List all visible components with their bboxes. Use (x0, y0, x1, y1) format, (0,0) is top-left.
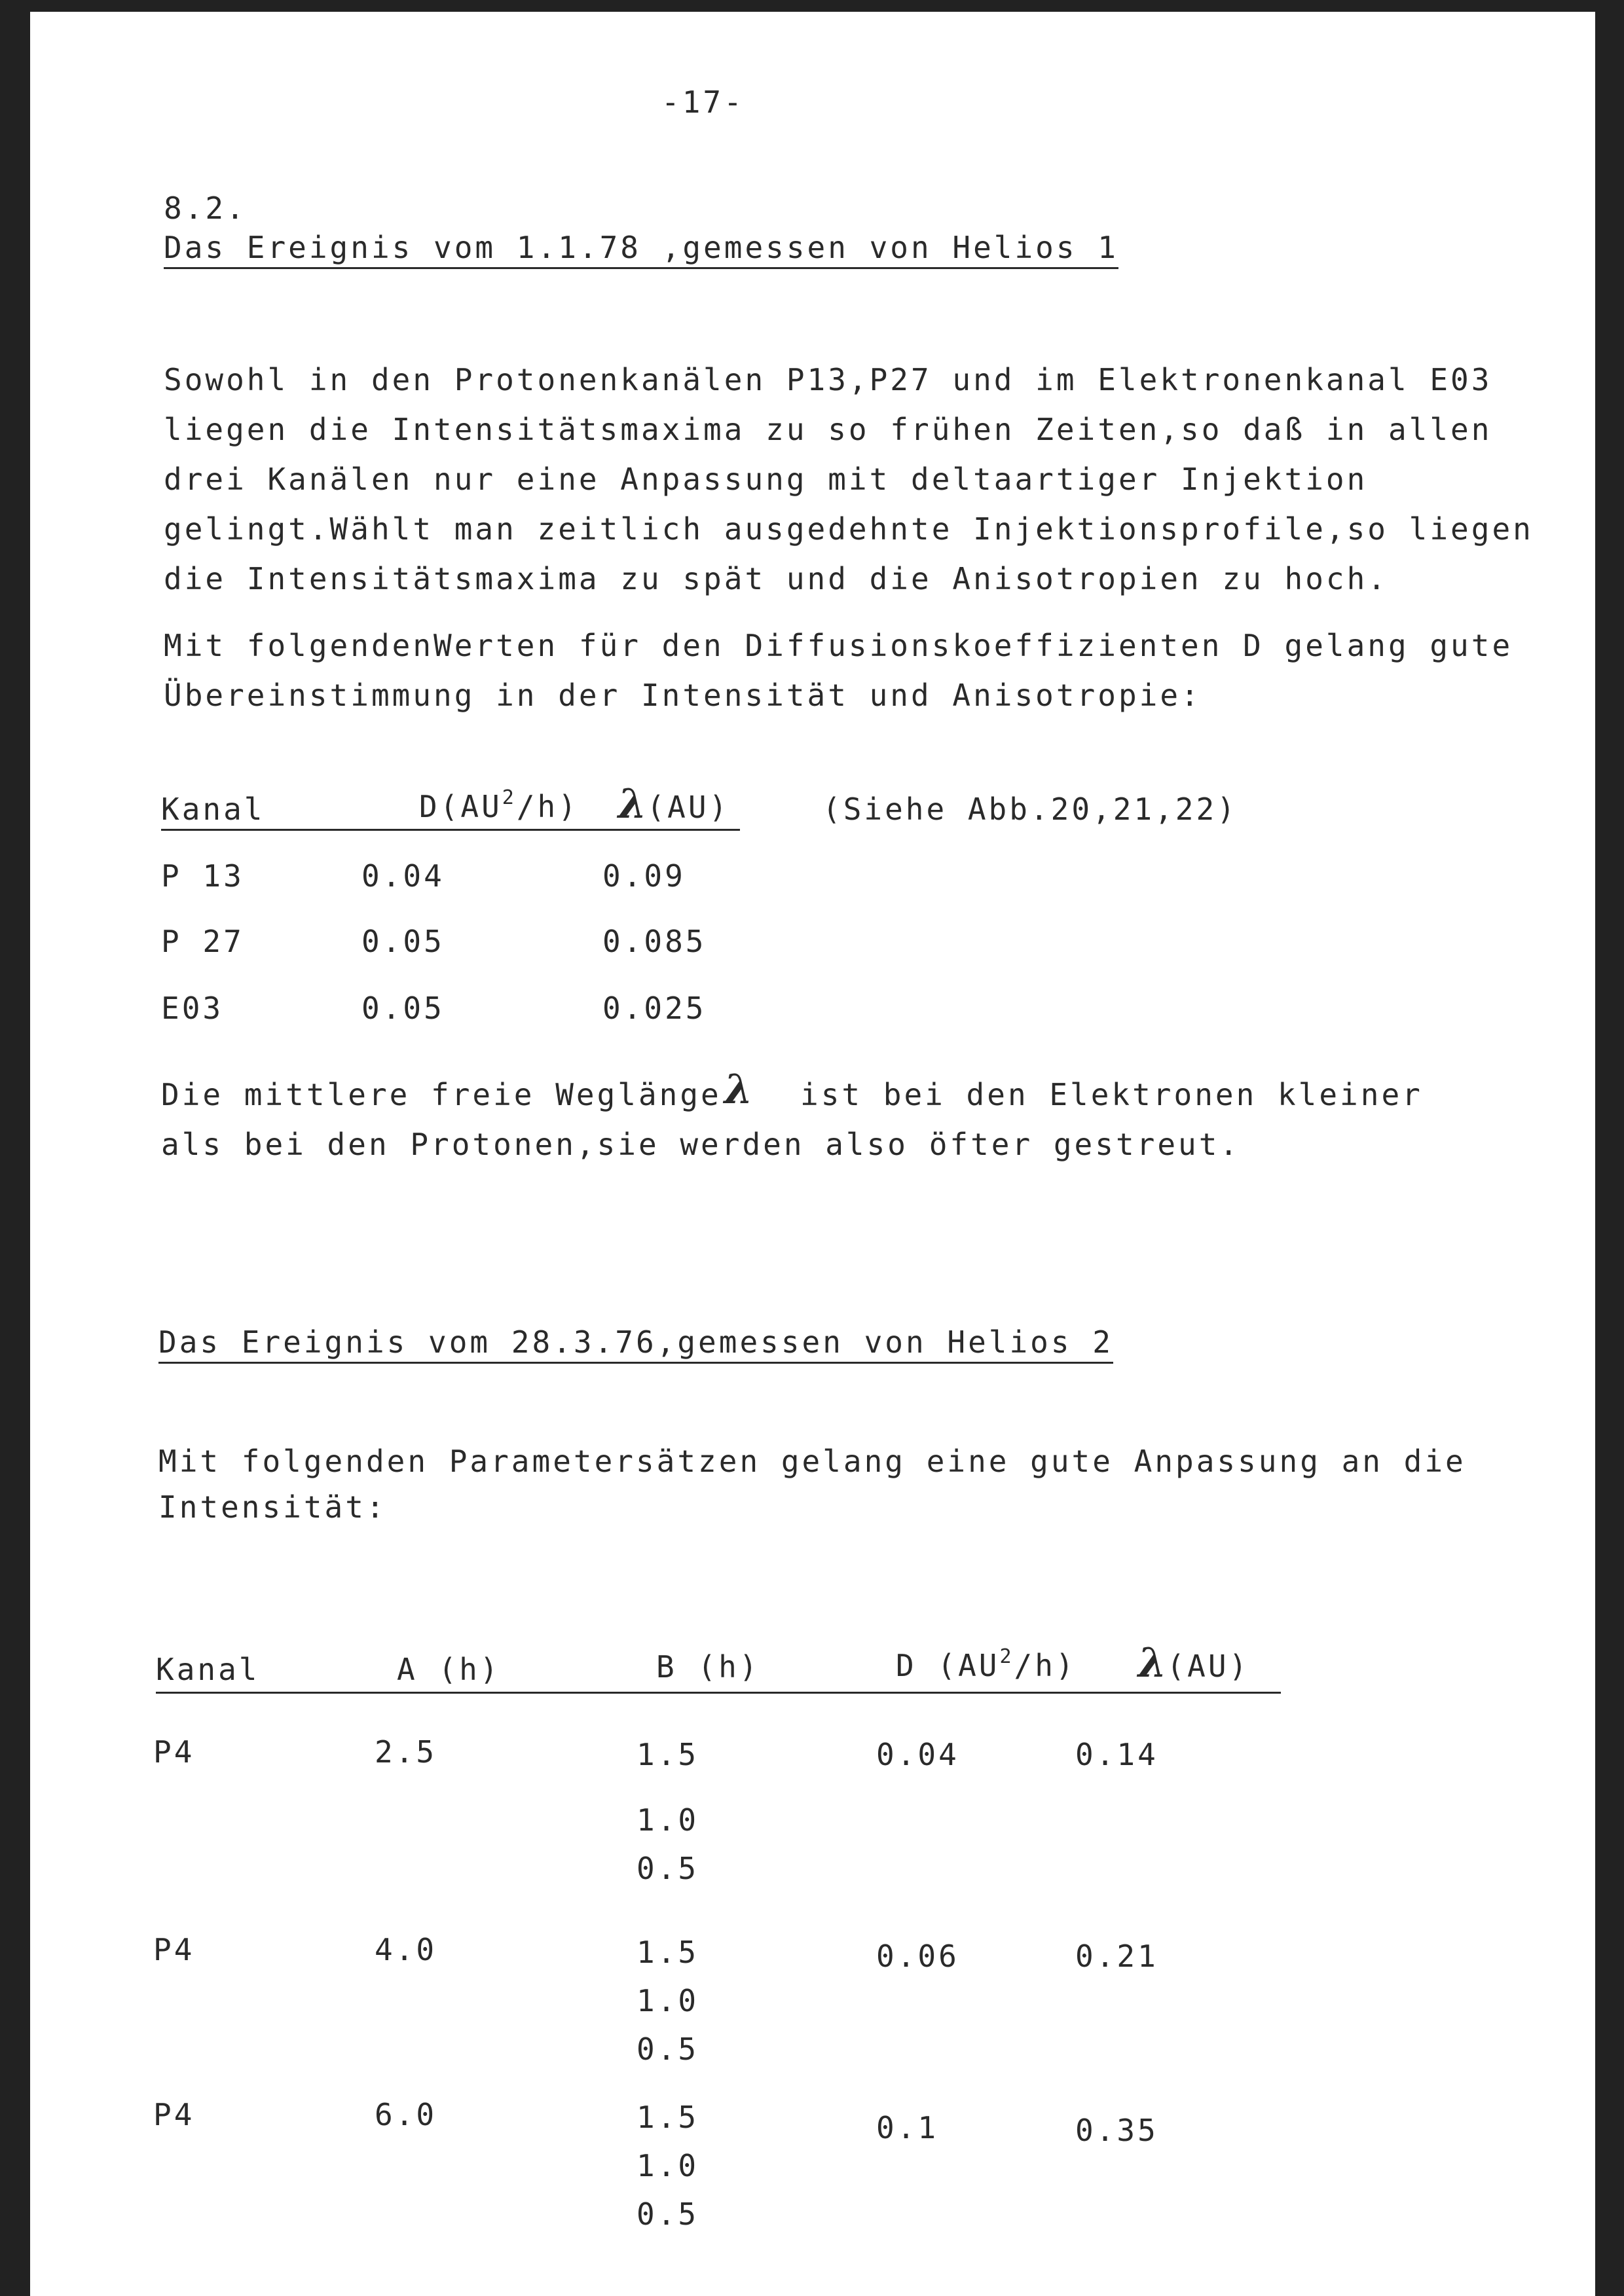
paragraph-1-line-3: drei Kanälen nur eine Anpassung mit deltaartiger Injektion (164, 462, 1368, 497)
table-2-cell: 2.5 (375, 1734, 437, 1770)
paragraph-1-line-2: liegen die Intensitätsmaxima zu so frühen Zeiten,so daß in allen (164, 412, 1492, 447)
table-2-cell: 0.5 (637, 1851, 699, 1886)
paragraph-1-line-5: die Intensitätsmaxima zu spät und die Anisotropien zu hoch. (164, 561, 1388, 596)
table-2-cell: 1.0 (637, 1983, 699, 2018)
paragraph-3-line-1-start: Die mittlere freie Weglänge (161, 1077, 722, 1112)
table-2-header-lambda: λ(AU) (1138, 1639, 1250, 1686)
table-2-cell: 0.21 (1075, 1939, 1158, 1974)
scan-border-left (0, 0, 30, 2296)
paragraph-2-line-1: Mit folgendenWerten für den Diffusionskoeffizienten D gelang gute (164, 628, 1513, 663)
table-2-cell: 0.04 (876, 1737, 959, 1772)
lambda-symbol: λ (1138, 1639, 1167, 1686)
table-1-cell: 0.085 (602, 924, 707, 959)
lambda-symbol: λ (618, 780, 647, 828)
scan-border-top (0, 0, 1624, 12)
table-1-cell: 0.05 (361, 924, 445, 959)
table-2-cell: 0.35 (1075, 2113, 1158, 2148)
table-2-cell: 1.5 (637, 1935, 699, 1970)
table-2-cell: 4.0 (375, 1932, 437, 1967)
paragraph-4-line-2: Intensität: (158, 1489, 387, 1525)
table-1-cell: 0.05 (361, 991, 445, 1026)
paragraph-3-line-2: als bei den Protonen,sie werden also öfter gestreut. (161, 1127, 1241, 1162)
table-1-header-rule (161, 829, 740, 831)
table-2-cell: P4 (153, 1932, 195, 1967)
table-1-header-lambda: λ(AU) (618, 780, 730, 828)
table-2-cell: 6.0 (375, 2097, 437, 2132)
table-2-header-rule (156, 1692, 1281, 1694)
paragraph-3-line-1-end: ist bei den Elektronen kleiner (800, 1077, 1423, 1112)
table-2-cell: 0.1 (876, 2110, 939, 2145)
scan-border-right (1595, 0, 1624, 2296)
table-1-cell: E03 (161, 991, 224, 1026)
table-2-header-d: D $(AU^2/h)$ (896, 1645, 1077, 1683)
table-1-cell: 0.025 (602, 991, 707, 1026)
table-2-cell: 1.5 (637, 1737, 699, 1772)
table-2-header-kanal: Kanal (156, 1652, 260, 1687)
paragraph-1-line-1: Sowohl in den Protonenkanälen P13,P27 und im Elektronenkanal E03 (164, 362, 1492, 397)
table-1-cell: P 13 (161, 858, 244, 894)
section-heading-2: Das Ereignis vom 28.3.76,gemessen von Helios 2 (158, 1324, 1113, 1364)
table-2-cell: 0.5 (637, 2196, 699, 2232)
table-2-header-b: B (h) (656, 1649, 760, 1685)
paragraph-1-line-4: gelingt.Wählt man zeitlich ausgedehnte Injektionsprofile,so liegen (164, 511, 1534, 547)
section-heading-1: Das Ereignis vom 1.1.78 ,gemessen von Helios 1 (164, 229, 1118, 269)
table-1-note: (Siehe Abb.20,21,22) (822, 792, 1238, 827)
table-2-cell: P4 (153, 1734, 195, 1770)
table-2-cell: 1.0 (637, 2148, 699, 2183)
table-2-header-a: A (h) (397, 1652, 501, 1687)
paragraph-2-line-2: Übereinstimmung in der Intensität und Anisotropie: (164, 678, 1202, 713)
table-1-header-kanal: Kanal (161, 792, 265, 827)
table-2-cell: 0.5 (637, 2032, 699, 2067)
section-number: 8.2. (164, 191, 247, 226)
paragraph-4-line-1: Mit folgenden Parametersätzen gelang eine gute Anpassung an die (158, 1444, 1466, 1479)
table-2-cell: 1.0 (637, 1802, 699, 1838)
table-2-cell: P4 (153, 2097, 195, 2132)
page-number: -17- (661, 84, 745, 120)
table-2-cell: 1.5 (637, 2100, 699, 2135)
lambda-symbol: λ (724, 1065, 753, 1113)
table-1-cell: P 27 (161, 924, 244, 959)
table-1-header-d: $D(AU^2/h)$ (419, 786, 579, 824)
table-2-cell: 0.06 (876, 1939, 959, 1974)
table-2-cell: 0.14 (1075, 1737, 1158, 1772)
table-1-cell: 0.09 (602, 858, 686, 894)
table-1-cell: 0.04 (361, 858, 445, 894)
